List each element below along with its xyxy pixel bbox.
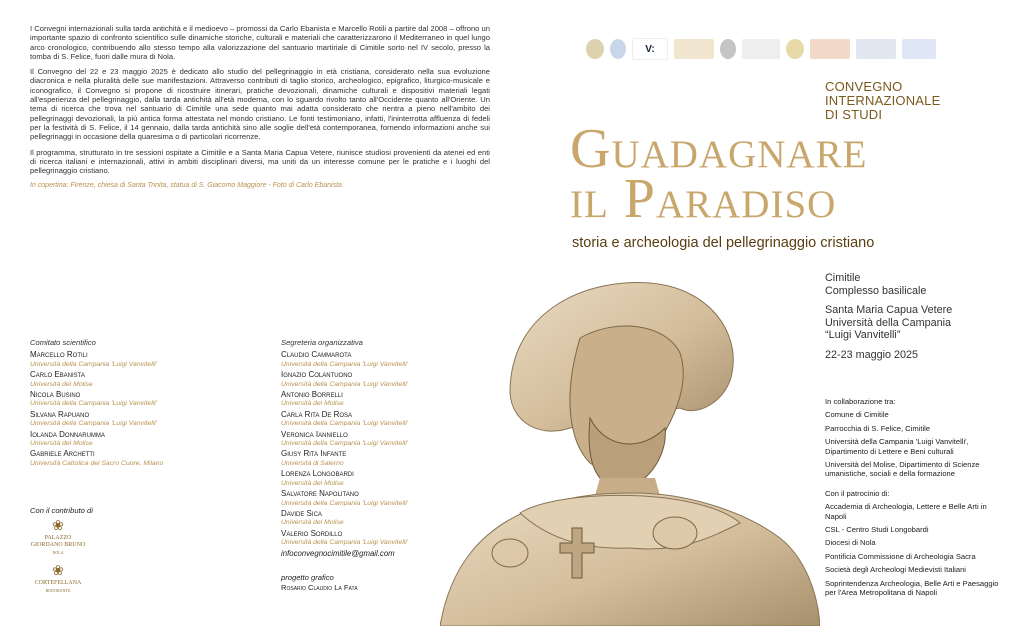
- member-name: Marcello Rotili: [30, 350, 88, 360]
- committee-title: Comitato scientifico: [30, 338, 96, 347]
- member-affiliation: Università della Campania 'Luigi Vanvitelli': [281, 380, 409, 388]
- member-entry: [30, 370, 240, 389]
- flower-emblem-icon: ❀: [52, 519, 64, 534]
- member-name: Davide Sica: [281, 508, 322, 518]
- member-affiliation: Università della Campania 'Luigi Vanvitelli': [281, 440, 409, 448]
- venue-line: Università della Campania: [825, 316, 952, 329]
- patronage-item: Diocesi di Nola: [825, 538, 876, 548]
- member-affiliation: Università della Campania 'Luigi Vanvitelli': [281, 360, 409, 368]
- member-affiliation: Università Cattolica del Sacro Cuore, Milano: [30, 459, 164, 467]
- member-affiliation: Università della Campania 'Luigi Vanvitelli': [30, 420, 158, 428]
- archeologia-icon: [810, 39, 850, 59]
- patronage-item: Accademia di Archeologia, Lettere e Belle Arti in Napoli: [825, 502, 987, 521]
- parrocchia-icon: [610, 39, 626, 59]
- member-name: Silvana Rapuano: [30, 409, 90, 419]
- member-affiliation: Università della Campania 'Luigi Vanvitelli': [281, 420, 409, 428]
- vanvitelli-icon: V:: [632, 38, 668, 60]
- collaboration-item: Università del Molise, Dipartimento di Scienze umanistiche, sociali e della formazione: [825, 460, 980, 479]
- patronage-item: CSL - Centro Studi Longobardi: [825, 525, 929, 535]
- collaboration-item: Parrocchia di S. Felice, Cimitile: [825, 423, 931, 433]
- title-line: il Paradiso: [570, 168, 837, 230]
- event-dates: 22-23 maggio 2025: [825, 348, 919, 361]
- pilgrim-statue-image: [440, 278, 820, 626]
- member-entry: [30, 430, 240, 449]
- palazzo-giordano-bruno-logo: [30, 519, 86, 556]
- contact-email[interactable]: infoconvegnocimitile@gmail.com: [281, 549, 395, 558]
- member-name: Nicola Busino: [30, 390, 81, 400]
- scientific-committee: [30, 338, 240, 469]
- patronage-item: Società degli Archeologi Medievisti Italiani: [825, 565, 966, 575]
- collaboration-item: Comune di Cimitile: [825, 410, 889, 420]
- soprintendenza-icon: [902, 39, 936, 59]
- member-affiliation: Università della Campania 'Luigi Vanvitelli': [281, 499, 409, 507]
- member-affiliation: Università del Molise: [281, 400, 344, 408]
- member-affiliation: Università della Campania 'Luigi Vanvitelli': [281, 539, 409, 547]
- csl-icon: [742, 39, 780, 59]
- medievisti-icon: [856, 39, 896, 59]
- member-name: Valerio Sordillo: [281, 528, 343, 538]
- cortefellana-logo: [30, 564, 86, 594]
- member-affiliation: Università del Molise: [281, 479, 344, 487]
- kicker-line: INTERNAZIONALE: [825, 93, 941, 108]
- collaboration-title: In collaborazione tra:: [825, 397, 896, 406]
- unimol-icon: [674, 39, 714, 59]
- flower-emblem-icon: ❀: [52, 564, 64, 579]
- member-name: Claudio Cammarota: [281, 350, 352, 360]
- member-affiliation: Università della Campania 'Luigi Vanvitelli': [30, 360, 158, 368]
- member-name: Iolanda Donnarumma: [30, 429, 105, 439]
- patronage-item: Soprintendenza Archeologia, Belle Arti e Paesaggio per l'Area Metropolitana di Napoli: [825, 578, 999, 598]
- comune-crest-icon: [586, 39, 604, 59]
- sponsor-sub: RISTORANTE: [45, 588, 71, 593]
- member-name: Carla Rita De Rosa: [281, 409, 353, 419]
- scallop-shell: [653, 517, 697, 549]
- member-affiliation: Università del Molise: [30, 440, 93, 448]
- collaboration-item: Università della Campania 'Luigi Vanvitelli', Dipartimento di Lettere e Beni culturali: [825, 437, 969, 456]
- venue-line: “Luigi Vanvitelli”: [825, 329, 901, 341]
- member-entry: [30, 390, 240, 409]
- sponsor-name: CORTEFELLANA: [34, 580, 82, 586]
- patronage-title: Con il patrocinio di:: [825, 488, 890, 498]
- intro-text: [30, 24, 490, 197]
- event-title: [570, 118, 868, 230]
- graphic-design-credit: [281, 573, 358, 593]
- venue-line: Complesso basilicale: [825, 284, 927, 297]
- event-subtitle: storia e archeologia del pellegrinaggio cristiano: [572, 235, 875, 251]
- member-affiliation: Università della Campania 'Luigi Vanvitelli': [30, 400, 158, 408]
- venue-line: Cimitile: [825, 272, 861, 284]
- event-kicker: [825, 80, 940, 122]
- sponsor-name: PALAZZO GIORDANO BRUNO: [30, 535, 86, 548]
- intro-paragraph: Il Convegno del 22 e 23 maggio 2025 è dedicato allo studio del pellegrinaggio in età cristiana, considerato nella sua evoluzione diacronica e nella pluralità delle sue manifestazioni. Attraverso contributi di taglio storico, archeologico, epigrafico, liturgico-musicale e iconografico, il Convegno si propone di ricostruire itinerari, pratiche devozionali, dinamiche culturali e dispositivi materiali legati all'esperienza del pellegrinaggio, dalla tarda antichità all'età moderna, con lo sguardo rivolto tanto all'Occidente quanto all'Oriente. Un tema di ricerca che trova nel santuario di Cimitile una sede quanto mai adatta considerato che rientra a pieno nell'ambito dei pellegrinaggi devozionali, la più antica forma attestata nel mondo cristiano. Le fonti testimoniano, infatti, l'ininterrotta affluenza di fedeli per la festività di S. Felice, il 14 gennaio, dalla tarda antichità sino alle soglie dell'età contemporanea, fornendo informazioni anche sui pellegrinaggi in occasione della quaresima o di particolari ricorrenze.: [30, 67, 490, 142]
- intro-paragraph: Il programma, strutturato in tre sessioni ospitate a Cimitile e a Santa Maria Capua Vetere, riunisce studiosi provenienti da atenei ed enti di ricerca italiani e internazionali, attivi in ambiti disciplinari diversi, ma uniti da un interesse comune per le pratiche e i luoghi del pellegrinaggio cristiano.: [30, 147, 490, 176]
- header-logos: [586, 36, 956, 62]
- design-label: progetto grafico: [281, 573, 334, 582]
- member-name: Ignazio Colantuono: [281, 370, 353, 380]
- cover-caption: In copertina: Firenze, chiesa di Santa Trinita, statua di S. Giacomo Maggiore - Foto di Carlo Ebanista: [30, 182, 342, 190]
- member-name: Antonio Borrelli: [281, 390, 343, 400]
- venue-info: [825, 272, 952, 361]
- intro-paragraph: I Convegni internazionali sulla tarda antichità e il medioevo – promossi da Carlo Ebanista e Marcello Rotili a partire dal 2008 – offrono un importante spazio di confronto scientifico sulle dinamiche storiche, culturali e materiali che caratterizzarono il Mediterraneo in quel lungo arco cronologico, contribuendo allo stesso tempo alla valorizzazione del santuario martiriale di Cimitile sorto nel IV secolo, presso la tomba di S. Felice, fuori dalle mura di Nola.: [30, 24, 490, 61]
- member-entry: [30, 410, 240, 429]
- member-name: Gabriele Archetti: [30, 449, 95, 459]
- member-entry: [30, 449, 240, 468]
- title-line: Guadagnare: [570, 118, 868, 180]
- contributions-title: Con il contributo di: [30, 506, 93, 515]
- member-name: Veronica Ianniello: [281, 429, 348, 439]
- member-affiliation: Università di Salerno: [281, 459, 344, 467]
- secretariat-title: Segreteria organizzativa: [281, 338, 363, 347]
- member-name: Lorenza Longobardi: [281, 469, 354, 479]
- seal-icon: [720, 39, 736, 59]
- member-affiliation: Università del Molise: [281, 519, 344, 527]
- sponsor-sub: NOLA: [52, 550, 64, 555]
- designer-name: Rosario Claudio La Fata: [281, 583, 358, 592]
- scallop-shell: [492, 539, 528, 567]
- diocesi-icon: [786, 39, 804, 59]
- member-name: Giusy Rita Infante: [281, 449, 347, 459]
- member-entry: [30, 350, 240, 369]
- patronage-item: Pontificia Commissione di Archeologia Sacra: [825, 551, 976, 561]
- member-name: Carlo Ebanista: [30, 370, 85, 380]
- collaboration-list: [825, 397, 1005, 602]
- kicker-line: CONVEGNO: [825, 79, 903, 94]
- kicker-line: DI STUDI: [825, 107, 883, 122]
- member-name: Salvatore Napolitano: [281, 489, 359, 499]
- member-affiliation: Università del Molise: [30, 380, 93, 388]
- venue-line: Santa Maria Capua Vetere: [825, 304, 953, 316]
